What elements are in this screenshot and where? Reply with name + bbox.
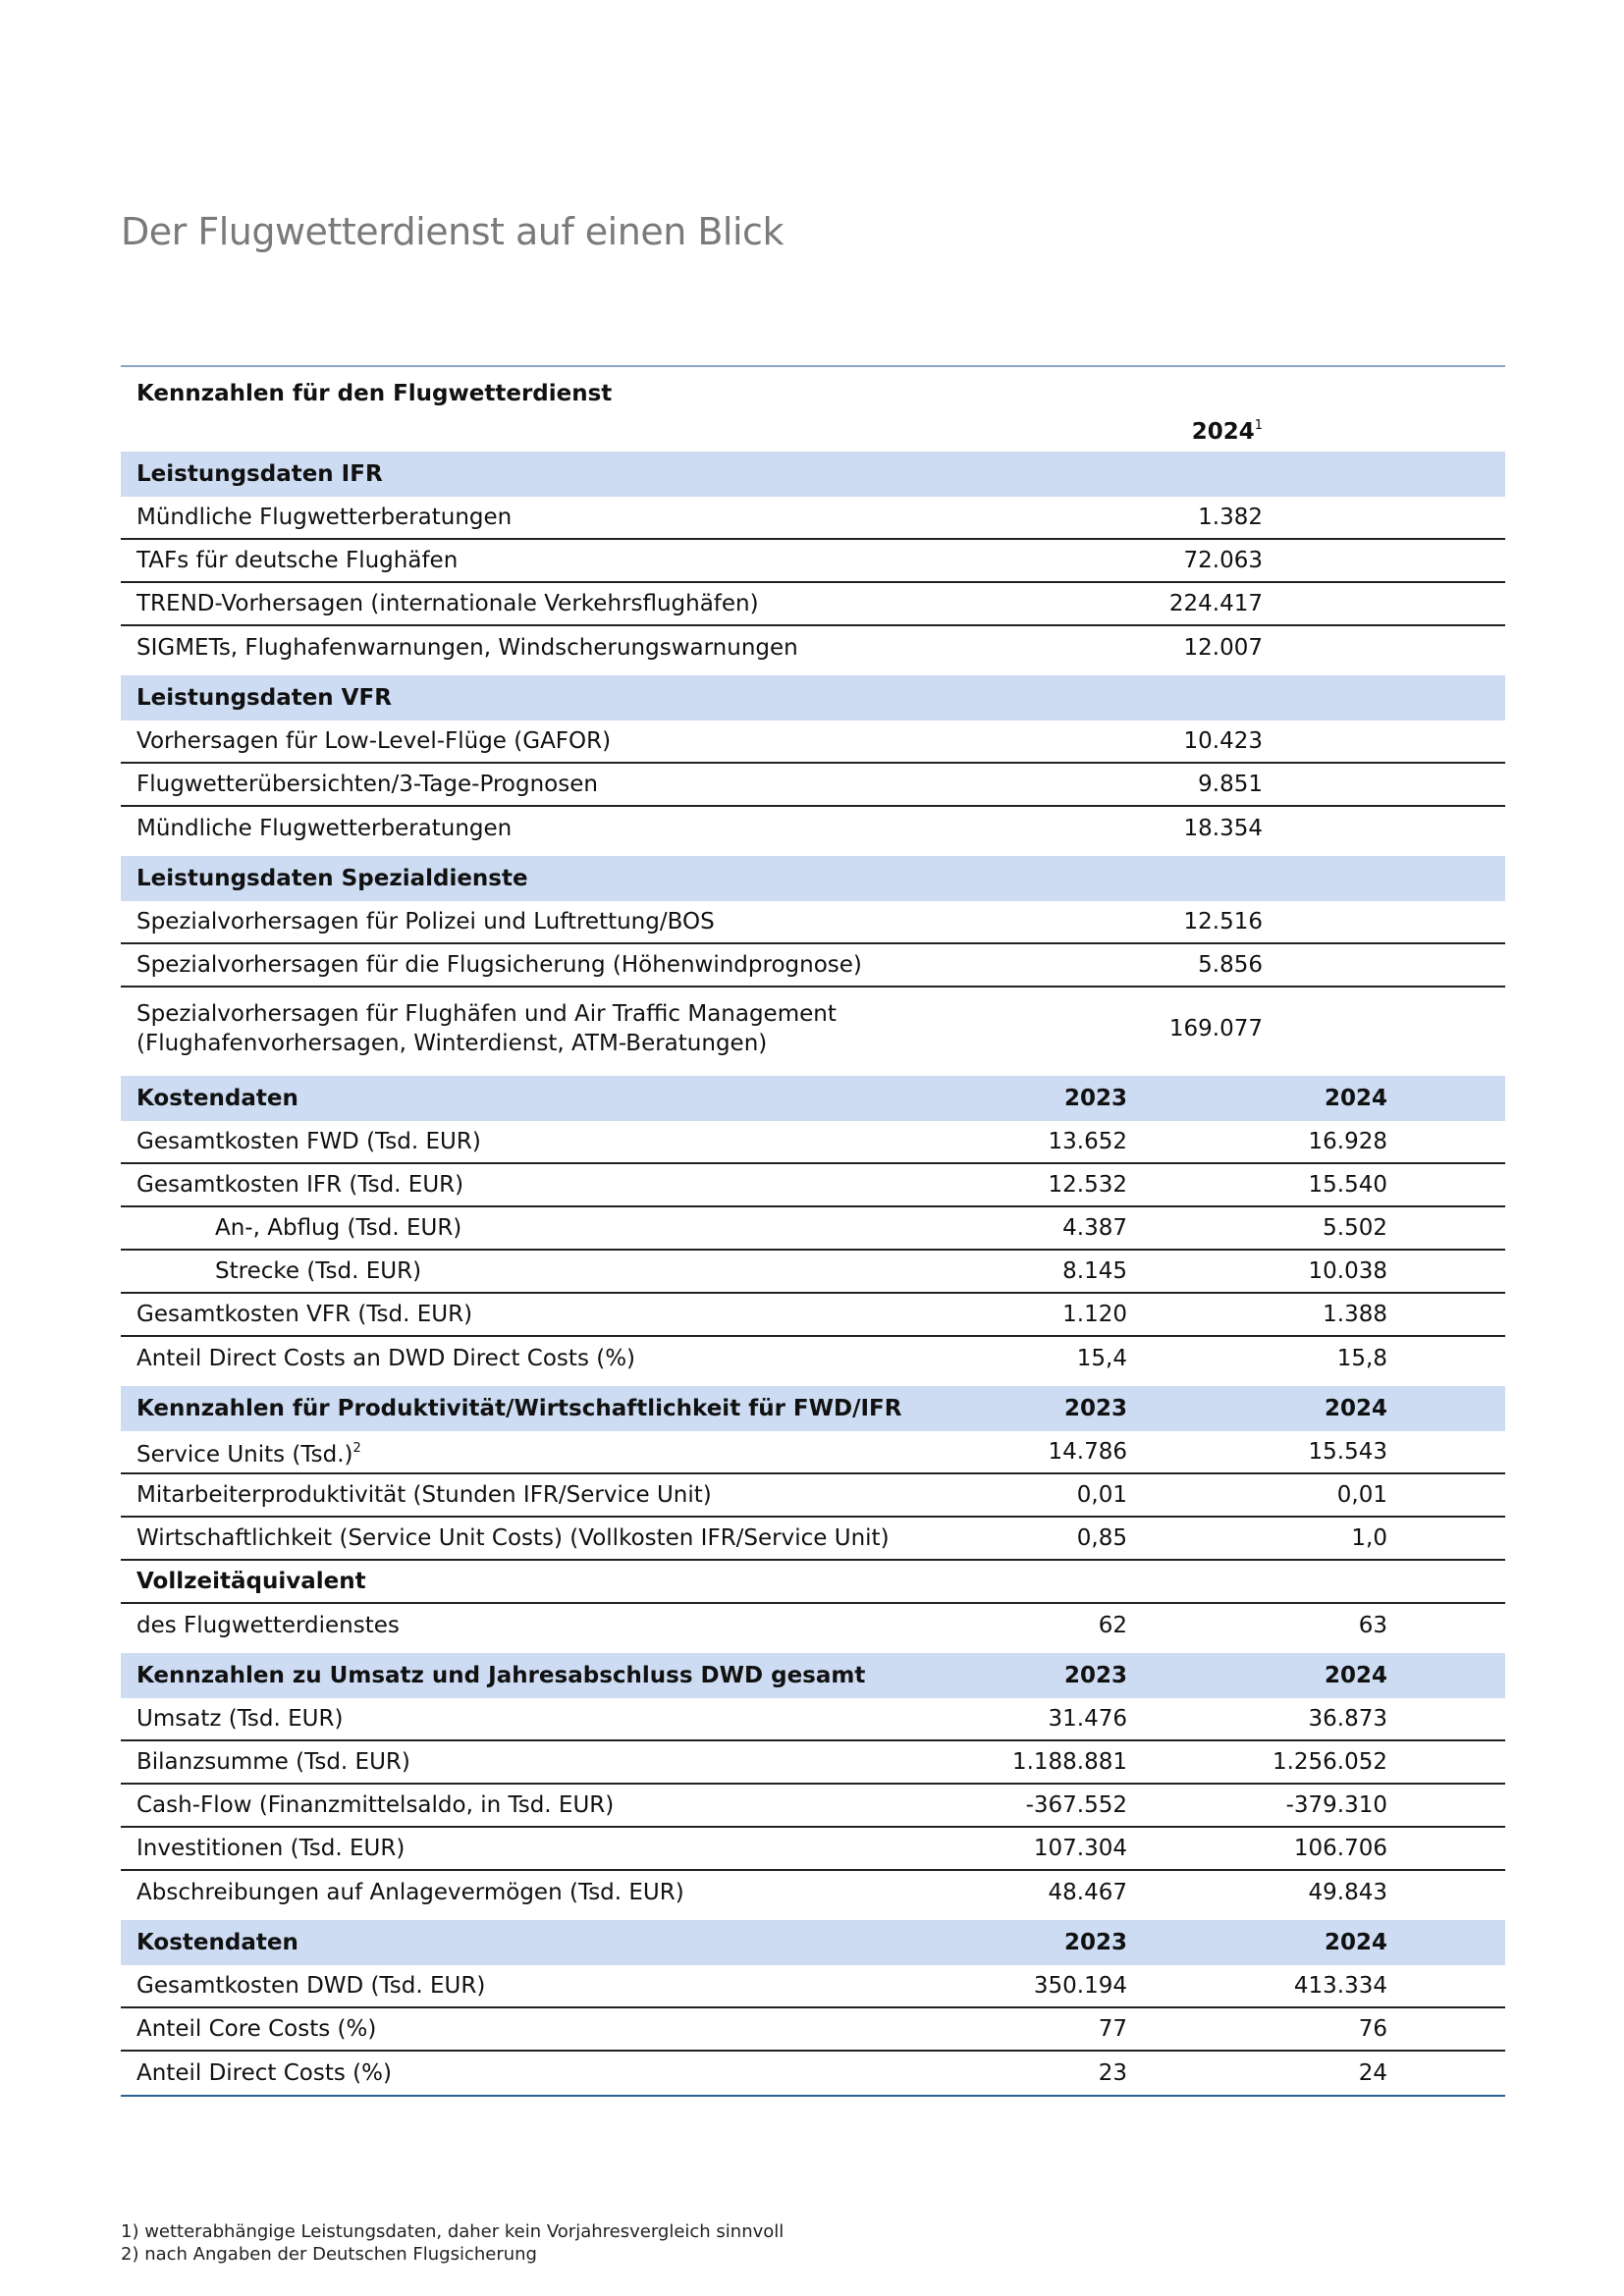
row-value-2024: 16.928	[1308, 1129, 1387, 1154]
section-header-label: Kostendaten	[136, 1086, 298, 1111]
row-value-2024: 1,0	[1351, 1525, 1387, 1551]
row-value-2024: 15,8	[1336, 1346, 1387, 1371]
row-value-2023: 107.304	[1033, 1836, 1127, 1861]
row-value-2023: 62	[1098, 1613, 1127, 1638]
row-value-2023: 1.120	[1062, 1302, 1127, 1327]
single-year-header	[121, 416, 1505, 452]
row-value-2024: 106.706	[1293, 1836, 1387, 1861]
row-value: 12.007	[1183, 635, 1263, 661]
section-kostendaten-dwd	[121, 1920, 1505, 1965]
table-row	[121, 1337, 1505, 1380]
row-value: 9.851	[1198, 772, 1263, 797]
footnote-ref-2: 2	[352, 1441, 361, 1456]
row-label: SIGMETs, Flughafenwarnungen, Windscherungswarnungen	[136, 635, 798, 661]
table-row	[121, 721, 1505, 764]
row-value-2023: 0,85	[1076, 1525, 1127, 1551]
year-2024-header: 2024	[1324, 1930, 1387, 1955]
row-label: Spezialvorhersagen für Polizei und Luftrettung/BOS	[136, 909, 715, 934]
row-label: Wirtschaftlichkeit (Service Unit Costs) (Vollkosten IFR/Service Unit)	[136, 1525, 890, 1551]
table-row	[121, 1871, 1505, 1914]
row-value-2024: 1.256.052	[1272, 1749, 1387, 1775]
row-label: Mündliche Flugwetterberatungen	[136, 505, 513, 530]
row-label: Mitarbeiterproduktivität (Stunden IFR/Service Unit)	[136, 1482, 712, 1508]
table-heading-label: Kennzahlen für den Flugwetterdienst	[136, 381, 613, 406]
section-vollzeitaequivalent	[121, 1561, 1505, 1604]
row-value-2023: 4.387	[1062, 1215, 1127, 1241]
footnotes	[121, 2220, 784, 2266]
row-value-2024: 15.543	[1308, 1439, 1387, 1465]
table-row	[121, 1164, 1505, 1207]
row-label-line-1: Spezialvorhersagen für Flughäfen und Air Traffic Management	[136, 1001, 837, 1027]
row-value-2024: 5.502	[1323, 1215, 1387, 1241]
row-label	[136, 999, 837, 1058]
table-row	[121, 1431, 1505, 1474]
row-label: des Flugwetterdienstes	[136, 1613, 400, 1638]
section-leistungsdaten-vfr	[121, 675, 1505, 721]
section-leistungsdaten-spezialdienste	[121, 856, 1505, 901]
row-label: Vorhersagen für Low-Level-Flüge (GAFOR)	[136, 728, 612, 754]
table-row	[121, 1741, 1505, 1785]
row-value-2023: 48.467	[1048, 1880, 1127, 1905]
row-value-2023: 23	[1098, 2060, 1127, 2086]
table-row	[121, 1207, 1505, 1251]
row-label: Gesamtkosten DWD (Tsd. EUR)	[136, 1973, 486, 1999]
kennzahlen-table	[121, 365, 1505, 2097]
table-row	[121, 1294, 1505, 1337]
row-value-2023: 8.145	[1062, 1258, 1127, 1284]
section-header-label: Vollzeitäquivalent	[136, 1569, 366, 1594]
table-row	[121, 764, 1505, 807]
table-row	[121, 2052, 1505, 2095]
year-2024-header: 2024	[1324, 1663, 1387, 1688]
table-row	[121, 583, 1505, 626]
year-2023-header: 2023	[1063, 1930, 1127, 1955]
row-value-2024: -379.310	[1285, 1792, 1387, 1818]
table-row	[121, 540, 1505, 583]
year-2023-header: 2023	[1063, 1086, 1127, 1111]
row-value-2024: 10.038	[1308, 1258, 1387, 1284]
table-row	[121, 1785, 1505, 1828]
row-label: Flugwetterübersichten/3-Tage-Prognosen	[136, 772, 598, 797]
row-value-2024: 1.388	[1323, 1302, 1387, 1327]
row-value-2023: 1.188.881	[1011, 1749, 1127, 1775]
row-label: Umsatz (Tsd. EUR)	[136, 1706, 344, 1732]
table-row	[121, 1965, 1505, 2008]
row-label: An-, Abflug (Tsd. EUR)	[215, 1215, 462, 1241]
table-row	[121, 1698, 1505, 1741]
row-label: TAFs für deutsche Flughäfen	[136, 548, 459, 573]
table-row	[121, 1518, 1505, 1561]
table-row	[121, 497, 1505, 540]
row-value-2023: -367.552	[1025, 1792, 1127, 1818]
row-label: Spezialvorhersagen für die Flugsicherung (Höhenwindprognose)	[136, 952, 862, 978]
row-value-2023: 350.194	[1033, 1973, 1127, 1999]
row-label: Strecke (Tsd. EUR)	[215, 1258, 422, 1284]
service-units-label: Service Units (Tsd.)	[136, 1442, 353, 1468]
section-header-label: Leistungsdaten VFR	[136, 685, 392, 711]
row-label: Bilanzsumme (Tsd. EUR)	[136, 1749, 410, 1775]
footnote-ref-1: 1	[1254, 418, 1263, 433]
row-label: Cash-Flow (Finanzmittelsaldo, in Tsd. EUR)	[136, 1792, 615, 1818]
row-label: TREND-Vorhersagen (internationale Verkehrsflughäfen)	[136, 591, 759, 616]
section-header-label: Leistungsdaten Spezialdienste	[136, 866, 528, 891]
table-row	[121, 944, 1505, 988]
table-row	[121, 1121, 1505, 1164]
row-label: Mündliche Flugwetterberatungen	[136, 816, 513, 841]
row-value: 10.423	[1183, 728, 1263, 754]
footnote-1: 1) wetterabhängige Leistungsdaten, daher kein Vorjahresvergleich sinnvoll	[121, 2221, 785, 2242]
year-2023-header: 2023	[1063, 1396, 1127, 1421]
table-row	[121, 807, 1505, 850]
section-header-label: Kennzahlen zu Umsatz und Jahresabschluss DWD gesamt	[136, 1663, 866, 1688]
row-value-2023: 15,4	[1076, 1346, 1127, 1371]
row-label: Gesamtkosten IFR (Tsd. EUR)	[136, 1172, 464, 1198]
row-value-2024: 63	[1358, 1613, 1387, 1638]
row-value-2023: 12.532	[1048, 1172, 1127, 1198]
row-value: 5.856	[1198, 952, 1263, 978]
table-heading	[121, 367, 1505, 416]
row-label: Abschreibungen auf Anlagevermögen (Tsd. EUR)	[136, 1880, 684, 1905]
row-value-2023: 13.652	[1048, 1129, 1127, 1154]
row-label: Anteil Direct Costs (%)	[136, 2060, 392, 2086]
row-label: Gesamtkosten VFR (Tsd. EUR)	[136, 1302, 473, 1327]
row-value-2023: 14.786	[1048, 1439, 1127, 1465]
table-row	[121, 1251, 1505, 1294]
row-value-2023: 0,01	[1076, 1482, 1127, 1508]
row-label: Gesamtkosten FWD (Tsd. EUR)	[136, 1129, 481, 1154]
single-year-label	[1192, 418, 1263, 445]
section-kostendaten-fwd	[121, 1076, 1505, 1121]
row-value-2024: 413.334	[1293, 1973, 1387, 1999]
table-row	[121, 1474, 1505, 1518]
row-value-2024: 36.873	[1308, 1706, 1387, 1732]
row-label-line-2: (Flughafenvorhersagen, Winterdienst, ATM-Beratungen)	[136, 1031, 768, 1056]
table-bottom-rule	[121, 2095, 1505, 2097]
year-2024-header: 2024	[1324, 1396, 1387, 1421]
row-value: 224.417	[1168, 591, 1263, 616]
page-title: Der Flugwetterdienst auf einen Blick	[121, 210, 784, 253]
table-row	[121, 1604, 1505, 1647]
year-2023-header: 2023	[1063, 1663, 1127, 1688]
row-value: 18.354	[1183, 816, 1263, 841]
row-value-2024: 0,01	[1336, 1482, 1387, 1508]
row-value: 72.063	[1183, 548, 1263, 573]
row-value-2023: 31.476	[1048, 1706, 1127, 1732]
table-row	[121, 1828, 1505, 1871]
row-label: Anteil Direct Costs an DWD Direct Costs (%)	[136, 1346, 636, 1371]
row-label	[136, 1434, 361, 1469]
row-label: Investitionen (Tsd. EUR)	[136, 1836, 406, 1861]
table-row	[121, 988, 1505, 1070]
table-row	[121, 901, 1505, 944]
table-row	[121, 2008, 1505, 2052]
section-leistungsdaten-ifr	[121, 452, 1505, 497]
footnote-2: 2) nach Angaben der Deutschen Flugsicherung	[121, 2244, 537, 2265]
row-value-2024: 49.843	[1308, 1880, 1387, 1905]
section-header-label: Kennzahlen für Produktivität/Wirtschaftlichkeit für FWD/IFR	[136, 1396, 902, 1421]
section-header-label: Kostendaten	[136, 1930, 298, 1955]
row-value: 12.516	[1183, 909, 1263, 934]
section-header-label: Leistungsdaten IFR	[136, 461, 383, 487]
row-value-2024: 24	[1358, 2060, 1387, 2086]
row-value-2023: 77	[1098, 2016, 1127, 2042]
section-produktivitaet	[121, 1386, 1505, 1431]
row-value: 1.382	[1198, 505, 1263, 530]
row-value: 169.077	[1168, 1016, 1263, 1041]
row-value-2024: 15.540	[1308, 1172, 1387, 1198]
table-row	[121, 626, 1505, 669]
row-label: Anteil Core Costs (%)	[136, 2016, 377, 2042]
year-2024-header: 2024	[1324, 1086, 1387, 1111]
section-umsatz-jahresabschluss	[121, 1653, 1505, 1698]
row-value-2024: 76	[1358, 2016, 1387, 2042]
single-year-value: 2024	[1191, 419, 1255, 445]
